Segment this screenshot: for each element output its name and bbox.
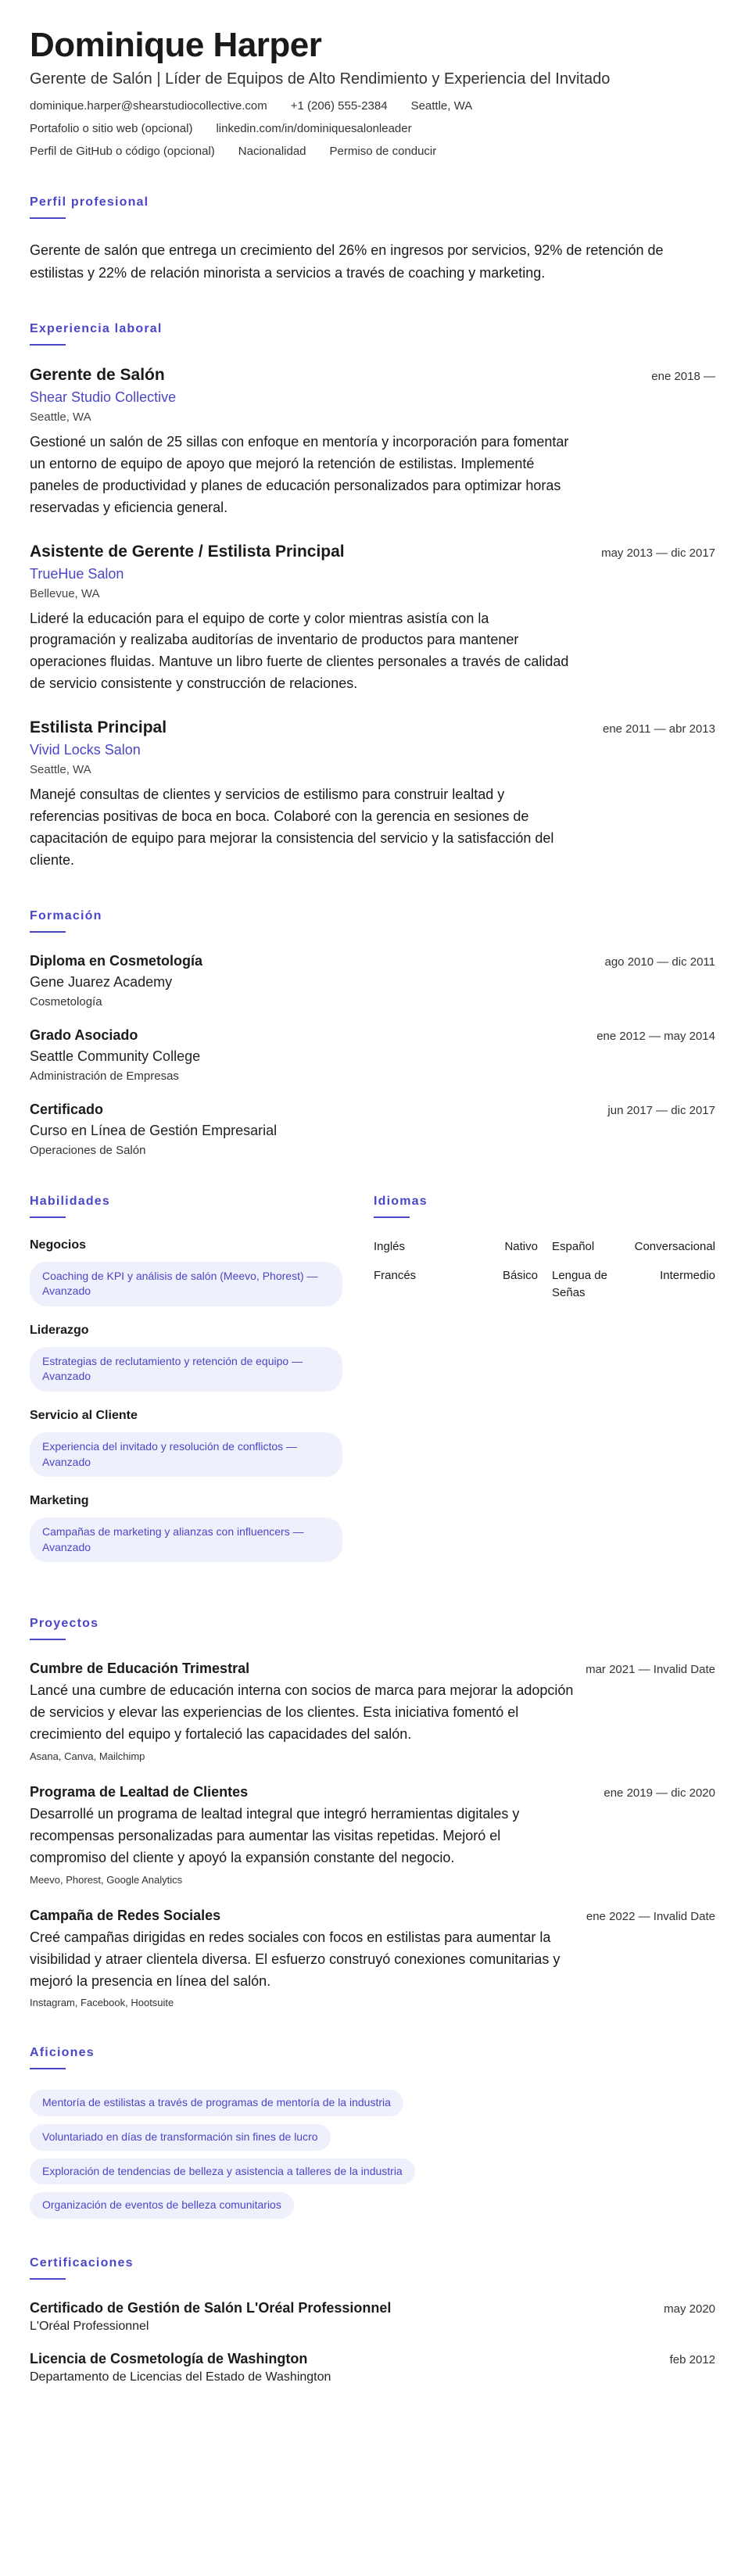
hobby-pill: Organización de eventos de belleza comunitarios — [30, 2192, 294, 2219]
project-name: Cumbre de Educación Trimestral — [30, 1661, 250, 1677]
contact-driving-license: Permiso de conducir — [329, 145, 437, 159]
skill-category: Negocios — [30, 1238, 87, 1252]
project-name: Campaña de Redes Sociales — [30, 1907, 221, 1923]
skill-group — [30, 1494, 342, 1562]
certification-name: Licencia de Cosmetología de Washington — [30, 2350, 308, 2366]
resume-header — [30, 27, 715, 158]
education-date: ene 2012 — may 2014 — [596, 1029, 715, 1043]
experience-entry — [30, 543, 715, 696]
contact-linkedin[interactable]: linkedin.com/in/dominiquesalonleader — [216, 122, 412, 136]
skill-group — [30, 1409, 342, 1477]
summary-title: Perfil profesional — [30, 195, 149, 210]
education-entry — [30, 953, 715, 1009]
project-date: ene 2019 — dic 2020 — [604, 1786, 715, 1800]
section-divider — [30, 1639, 66, 1640]
contact-nationality: Nacionalidad — [238, 145, 306, 159]
project-tools: Instagram, Facebook, Hootsuite — [30, 1997, 174, 2009]
field-of-study: Operaciones de Salón — [30, 1143, 146, 1157]
skill-pill: Campañas de marketing y alianzas con influencers — Avanzado — [30, 1517, 342, 1562]
project-tools: Meevo, Phorest, Google Analytics — [30, 1873, 183, 1886]
language-level: Nativo — [504, 1239, 538, 1253]
certification-date: may 2020 — [664, 2302, 715, 2316]
project-description: Lancé una cumbre de educación interna con socios de marca para mejorar la adopción de servicios y elevar las experiencias de los clientes. Esta iniciativa fomentó el crecimiento del equipo y fortaleció las capacidades del salón. — [30, 1682, 574, 1743]
language-level: Intermedio — [660, 1269, 715, 1283]
skills-title: Habilidades — [30, 1194, 111, 1208]
contact-phone[interactable]: +1 (206) 555-2384 — [290, 99, 388, 113]
job-title: Asistente de Gerente / Estilista Principal — [30, 542, 345, 561]
skills-section — [30, 1195, 342, 1580]
skill-category: Servicio al Cliente — [30, 1409, 138, 1423]
hobbies-title: Aficiones — [30, 2046, 95, 2060]
skill-category: Marketing — [30, 1494, 89, 1508]
experience-section — [30, 322, 715, 872]
candidate-headline: Gerente de Salón | Líder de Equipos de Alto Rendimiento y Experiencia del Invitado — [30, 70, 611, 88]
project-name: Programa de Lealtad de Clientes — [30, 1784, 249, 1800]
language-name: Francés — [374, 1269, 417, 1283]
language-level: Básico — [502, 1269, 538, 1283]
language-name: Español — [552, 1239, 595, 1253]
project-entry — [30, 1661, 715, 1762]
job-location: Bellevue, WA — [30, 586, 100, 600]
job-date: ene 2011 — abr 2013 — [602, 722, 715, 736]
hobby-pill: Mentoría de estilistas a través de programas de mentoría de la industria — [30, 2090, 403, 2116]
hobby-pill: Voluntariado en días de transformación sin fines de lucro — [30, 2124, 331, 2151]
languages-title: Idiomas — [374, 1194, 428, 1208]
contact-email[interactable]: dominique.harper@shearstudiocollective.com — [30, 99, 267, 113]
skill-pill: Estrategias de reclutamiento y retención de equipo — Avanzado — [30, 1347, 342, 1392]
certification-date: feb 2012 — [669, 2352, 715, 2366]
job-description: Lideré la educación para el equipo de corte y color mientras asistía con la programación y realizaba auditorías de inventario de productos para mantener operaciones fluidas. Mantuve un libro fuerte de clientes personales a través de calidad de servicio consistente y construcción de relaciones. — [30, 610, 569, 692]
section-divider — [30, 2068, 66, 2069]
field-of-study: Administración de Empresas — [30, 1069, 179, 1083]
experience-entry — [30, 366, 715, 519]
education-date: ago 2010 — dic 2011 — [604, 955, 715, 969]
hobby-item — [30, 2090, 715, 2116]
summary-text: Gerente de salón que entrega un crecimiento del 26% en ingresos por servicios, 92% de retención de estilistas y 22% de relación minorista a servicios a través de coaching y marketing. — [30, 242, 664, 281]
field-of-study: Cosmetología — [30, 994, 102, 1009]
education-section — [30, 909, 715, 1157]
certification-issuer: Departamento de Licencias del Estado de Washington — [30, 2370, 331, 2384]
project-description: Desarrollé un programa de lealtad integral que integró herramientas digitales y recompensas personalizadas para aumentar las visitas repetidas. Mejoró el compromiso del cliente y apoyó la expansión constante del negocio. — [30, 1806, 520, 1865]
job-date: ene 2018 — — [651, 369, 715, 383]
certification-issuer: L'Oréal Professionnel — [30, 2319, 149, 2333]
job-company: Vivid Locks Salon — [30, 742, 141, 758]
contact-row-links — [30, 122, 715, 135]
education-entry — [30, 1027, 715, 1083]
language-row — [374, 1267, 715, 1302]
language-level: Conversacional — [634, 1239, 715, 1253]
language-name: Lengua de Señas — [552, 1269, 607, 1300]
project-tools: Asana, Canva, Mailchimp — [30, 1750, 145, 1763]
contact-row-extra — [30, 145, 715, 158]
contact-github[interactable]: Perfil de GitHub o código (opcional) — [30, 145, 215, 159]
contact-portfolio[interactable]: Portafolio o sitio web (opcional) — [30, 122, 193, 136]
school-name: Curso en Línea de Gestión Empresarial — [30, 1122, 278, 1138]
section-divider — [30, 2278, 66, 2280]
skills-languages-row — [30, 1195, 715, 1580]
degree-name: Diploma en Cosmetología — [30, 952, 203, 969]
summary-section — [30, 195, 715, 285]
hobby-item — [30, 2192, 715, 2219]
job-location: Seattle, WA — [30, 410, 91, 424]
job-title: Estilista Principal — [30, 718, 167, 737]
project-entry — [30, 1908, 715, 2009]
contact-location: Seattle, WA — [410, 99, 473, 113]
job-company: Shear Studio Collective — [30, 389, 177, 405]
project-entry — [30, 1784, 715, 1886]
projects-title: Proyectos — [30, 1617, 99, 1631]
job-date: may 2013 — dic 2017 — [601, 546, 715, 560]
degree-name: Certificado — [30, 1101, 104, 1117]
section-divider — [30, 931, 66, 933]
school-name: Seattle Community College — [30, 1048, 201, 1064]
job-company: TrueHue Salon — [30, 565, 124, 582]
experience-title: Experiencia laboral — [30, 321, 163, 335]
education-date: jun 2017 — dic 2017 — [607, 1103, 715, 1117]
skill-pill: Coaching de KPI y análisis de salón (Meevo, Phorest) — Avanzado — [30, 1262, 342, 1306]
skill-group — [30, 1238, 342, 1306]
job-description: Manejé consultas de clientes y servicios de estilismo para construir lealtad y referencias positivas de boca en boca. Colaboré con la gerencia en sesiones de capacitación de equipo para mejorar la consistencia del servicio y la satisfacción del cliente. — [30, 786, 554, 868]
language-row — [374, 1238, 715, 1256]
job-description: Gestioné un salón de 25 sillas con enfoque en mentoría y incorporación para fomentar un entorno de equipo de apoyo que mejoró la retención de estilistas. Implementé paneles de productividad y planes de educación personalizados para optimizar horas reservadas y eficiencia general. — [30, 433, 569, 515]
skill-group — [30, 1324, 342, 1392]
hobby-pill: Exploración de tendencias de belleza y asistencia a talleres de la industria — [30, 2159, 415, 2185]
experience-entry — [30, 718, 715, 872]
project-description: Creé campañas dirigidas en redes sociales con focos en estilistas para aumentar la visibilidad y atraer clientela diversa. El esfuerzo construyó conexiones comunitarias y mejoró la presencia en línea del salón. — [30, 1929, 561, 1989]
project-date: mar 2021 — Invalid Date — [586, 1663, 715, 1677]
language-name: Inglés — [374, 1239, 406, 1253]
certification-entry — [30, 2351, 715, 2384]
job-title: Gerente de Salón — [30, 365, 165, 384]
section-divider — [30, 1216, 66, 1218]
job-location: Seattle, WA — [30, 763, 91, 777]
school-name: Gene Juarez Academy — [30, 973, 173, 990]
hobby-item — [30, 2124, 715, 2151]
certifications-section — [30, 2256, 715, 2384]
project-date: ene 2022 — Invalid Date — [586, 1909, 715, 1923]
degree-name: Grado Asociado — [30, 1026, 138, 1043]
languages-section — [374, 1195, 715, 1580]
section-divider — [30, 217, 66, 219]
skill-pill: Experiencia del invitado y resolución de conflictos — Avanzado — [30, 1432, 342, 1477]
education-entry — [30, 1102, 715, 1157]
section-divider — [30, 344, 66, 346]
candidate-name: Dominique Harper — [30, 26, 322, 64]
contact-row-primary — [30, 99, 715, 113]
projects-section — [30, 1617, 715, 2008]
certification-entry — [30, 2300, 715, 2334]
education-title: Formación — [30, 908, 102, 923]
skill-category: Liderazgo — [30, 1323, 89, 1337]
section-divider — [374, 1216, 410, 1218]
hobby-item — [30, 2159, 715, 2185]
certification-name: Certificado de Gestión de Salón L'Oréal Professionnel — [30, 2299, 392, 2316]
hobbies-section — [30, 2046, 715, 2218]
certifications-title: Certificaciones — [30, 2255, 134, 2270]
